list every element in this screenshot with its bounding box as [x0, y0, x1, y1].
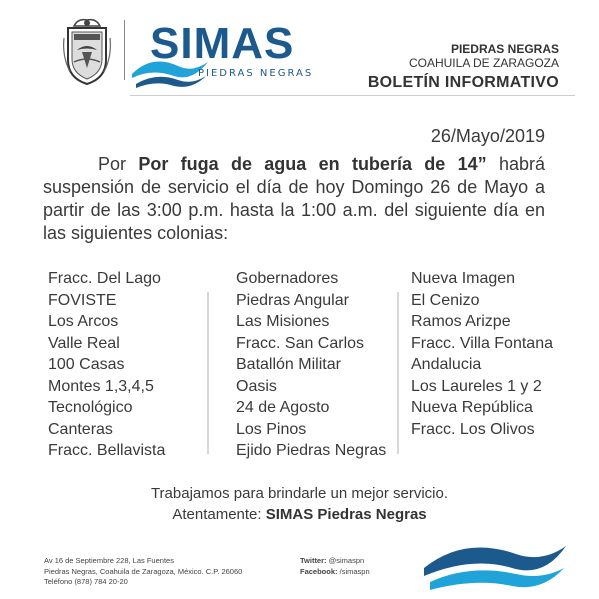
header-state: COAHUILA DE ZARAGOZA: [408, 56, 559, 70]
colonia-item: Los Arcos: [48, 313, 119, 330]
closing: [0, 483, 599, 525]
coat-of-arms-icon: [60, 16, 114, 88]
footer-wave-icon: [420, 534, 570, 594]
colonia-item: Batallón Militar: [236, 356, 341, 373]
footer-social: [300, 556, 370, 577]
logo-name: SIMAS: [150, 19, 295, 68]
colonia-item: El Cenizo: [411, 291, 480, 309]
header: [0, 0, 599, 100]
colonia-item: Valle Real: [48, 334, 120, 352]
header-rule: [130, 95, 575, 96]
address-line-1: Av 16 de Septiembre 228, Las Fuentes: [44, 556, 174, 565]
signature-line: [0, 504, 599, 525]
colonia-item: Fracc. Bellavista: [48, 442, 166, 459]
twitter-label: Twitter:: [300, 556, 327, 565]
colonia-item: Andalucia: [411, 356, 482, 373]
colonia-item: Nueva Imagen: [411, 270, 516, 287]
facebook-label: Facebook:: [300, 566, 338, 576]
colonia-item: Montes 1,3,4,5: [48, 377, 154, 395]
facebook-handle: /simaspn: [339, 566, 370, 576]
colonia-item: Tecnológico: [48, 399, 133, 416]
colonia-item: Fracc. San Carlos: [236, 334, 365, 352]
colonia-item: Los Laureles 1 y 2: [411, 377, 542, 395]
intro-highlight: Por fuga de agua en tubería de 14”: [138, 154, 487, 174]
colonias-column-1: [48, 268, 165, 462]
header-divider: [124, 20, 125, 80]
bulletin-date: 26/Mayo/2019: [430, 126, 545, 146]
column-divider: [207, 292, 209, 454]
column-divider: [397, 292, 399, 454]
colonia-item: Fracc. Villa Fontana: [411, 334, 553, 352]
footer-address: [44, 556, 242, 588]
facebook-line: [300, 567, 370, 578]
colonia-item: Oasis: [236, 377, 277, 395]
colonia-item: Nueva República: [411, 399, 533, 416]
colonia-item: Gobernadores: [236, 270, 339, 287]
colonia-item: Las Misiones: [236, 313, 330, 330]
signature-name: SIMAS Piedras Negras: [265, 506, 427, 523]
colonia-item: Los Pinos: [236, 420, 307, 438]
colonia-item: Piedras Angular: [236, 291, 349, 309]
bulletin-title: BOLETÍN INFORMATIVO: [367, 74, 559, 91]
colonias-column-3: [411, 268, 553, 440]
phone-number: Teléfono (878) 784 20-20: [44, 577, 128, 586]
colonia-item: Fracc. Los Olivos: [411, 420, 535, 438]
colonia-item: FOVISTE: [48, 291, 117, 309]
colonia-item: Canteras: [48, 420, 113, 438]
bulletin-intro: [43, 153, 545, 245]
address-line-2: Piedras Negras, Coahuila de Zaragoza, México. C.P. 26060: [44, 566, 243, 576]
header-info: [368, 42, 559, 94]
colonia-item: 24 de Agosto: [236, 399, 330, 416]
colonias-column-2: [236, 268, 386, 462]
colonia-item: 100 Casas: [48, 356, 125, 373]
twitter-line: [300, 556, 370, 567]
header-city: PIEDRAS NEGRAS: [450, 42, 559, 56]
logo-subtitle: PIEDRAS NEGRAS: [198, 68, 314, 79]
twitter-handle: @simaspn: [328, 556, 365, 565]
colonia-item: Ejido Piedras Negras: [236, 442, 387, 459]
intro-lead: Por: [98, 154, 127, 174]
signature-label: Atentamente:: [172, 506, 262, 523]
colonia-item: Fracc. Del Lago: [48, 270, 161, 287]
intro-body: habrá suspensión de servicio el día de hoy Domingo 26 de Mayo a partir de las 3:00 p.m. hasta la 1:00 a.m. del siguiente día en las siguientes colonias:: [43, 154, 545, 243]
closing-line: Trabajamos para brindarle un mejor servicio.: [150, 485, 449, 502]
colonia-item: Ramos Arizpe: [411, 313, 511, 330]
